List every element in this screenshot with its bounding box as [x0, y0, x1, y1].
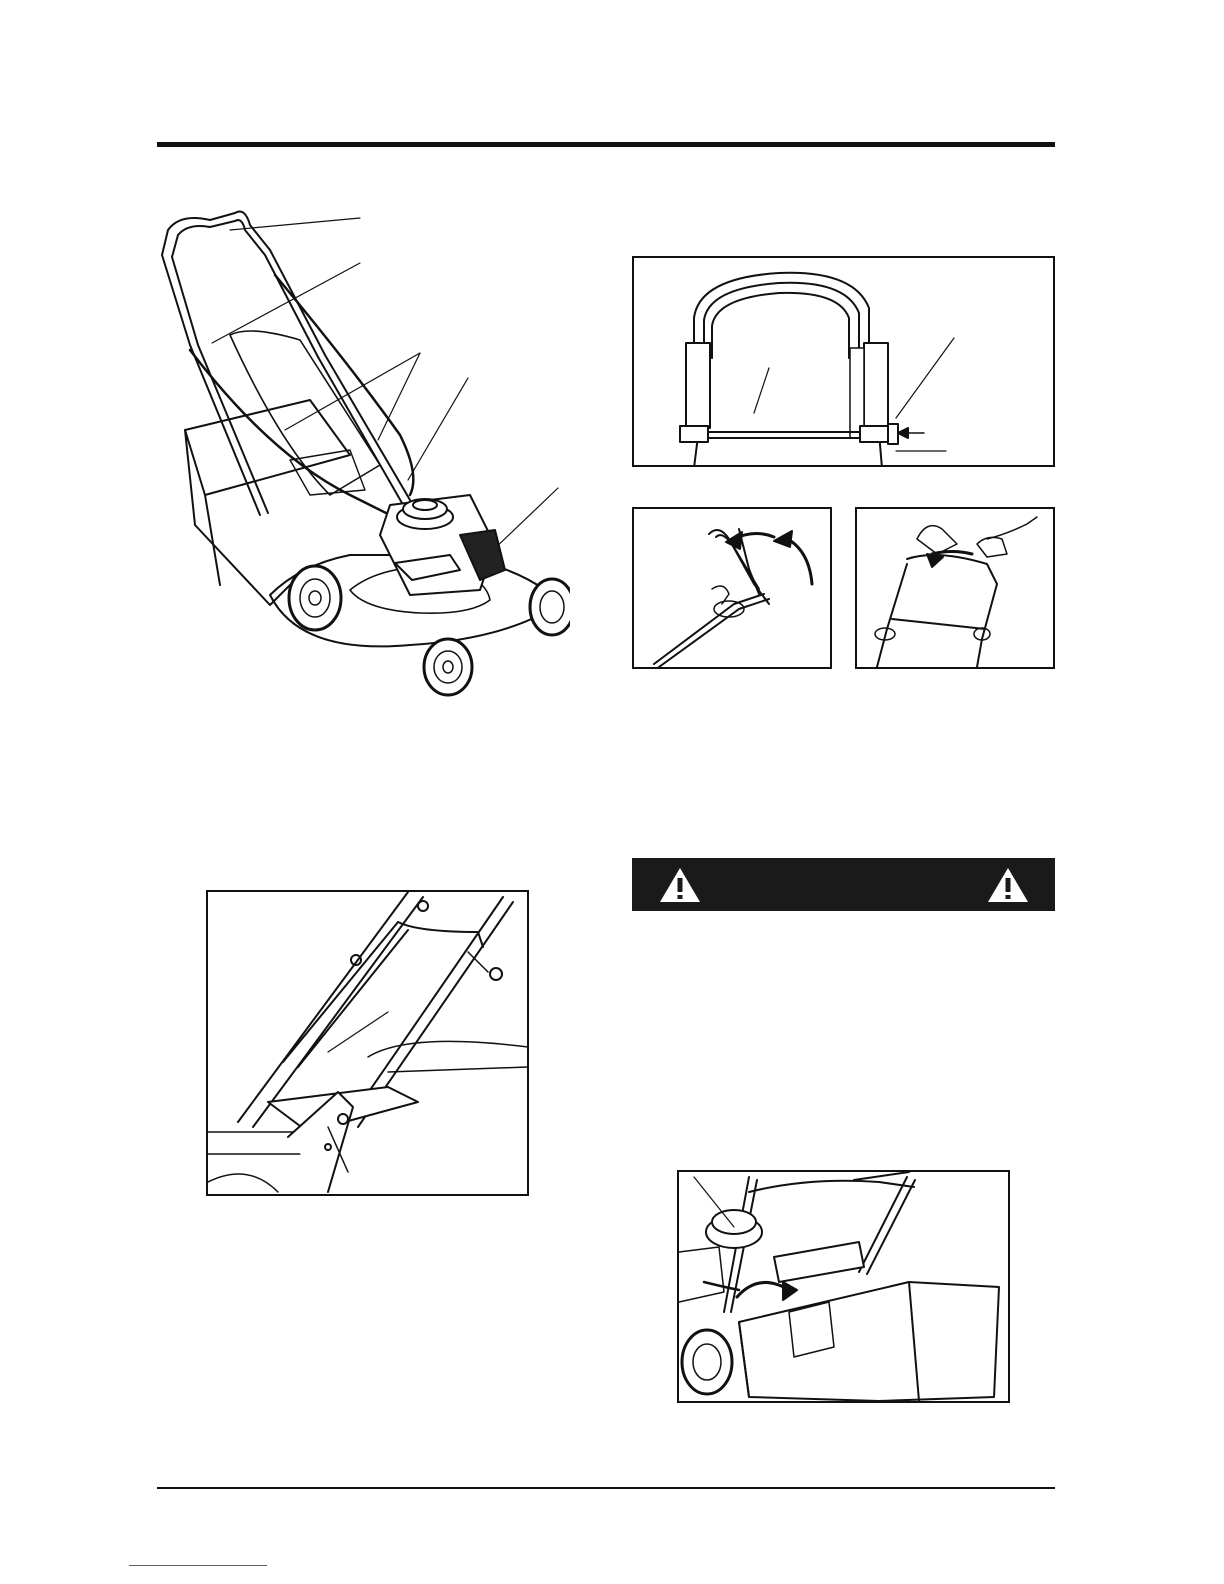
header-rule	[157, 142, 1055, 147]
rear-door-catcher-icon	[679, 1172, 1008, 1401]
warning-triangle-icon	[986, 866, 1030, 904]
handle-fold-side-figure	[632, 507, 832, 669]
warning-bar	[632, 858, 1055, 911]
handle-fold-hands-figure	[855, 507, 1055, 669]
mower-overview-figure	[150, 195, 570, 700]
footer-rule	[157, 1487, 1055, 1489]
rear-door-catcher-figure	[677, 1170, 1010, 1403]
warning-triangle-icon	[658, 866, 702, 904]
handle-hands-icon	[857, 509, 1053, 667]
handle-fold-arrow-icon	[634, 509, 830, 667]
footer-link-underline[interactable]	[129, 1565, 267, 1566]
grass-catcher-mount-icon	[208, 892, 527, 1194]
handle-front-figure	[632, 256, 1055, 467]
grass-catcher-mount-figure	[206, 890, 529, 1196]
handle-assembly-icon	[634, 258, 1053, 465]
lawn-mower-icon	[150, 195, 570, 700]
